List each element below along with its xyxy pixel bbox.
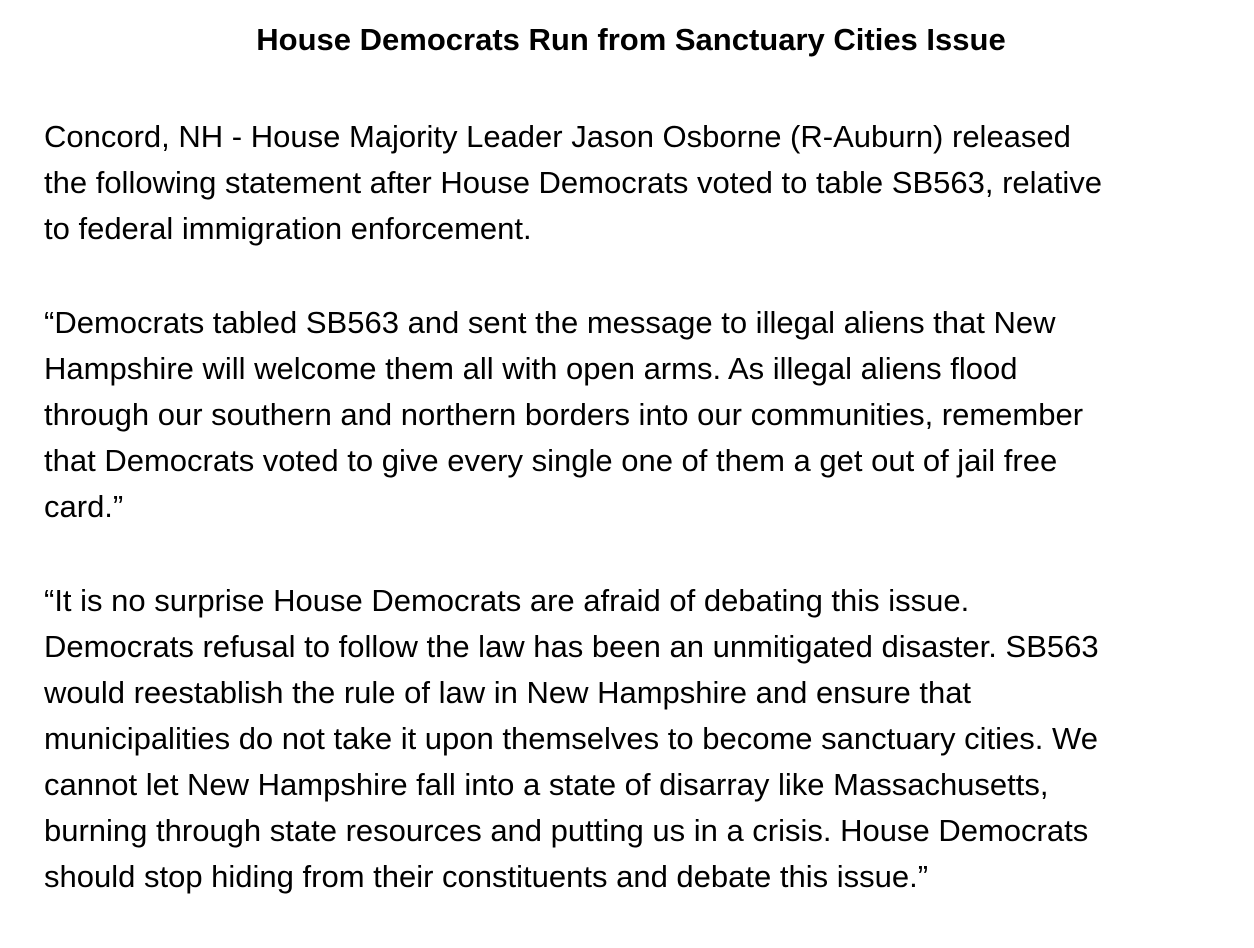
paragraph-quote-1 — [44, 300, 1214, 530]
text-line: Hampshire will welcome them all with open arms. As illegal aliens flood — [44, 351, 1018, 386]
press-release — [44, 18, 1214, 948]
paragraph-intro — [44, 114, 1214, 252]
text-line: “It is no surprise House Democrats are afraid of debating this issue. — [44, 583, 970, 618]
text-line: would reestablish the rule of law in New Hampshire and ensure that — [44, 675, 972, 710]
paragraph-quote-2 — [44, 578, 1214, 900]
text-line: the following statement after House Democrats voted to table SB563, relative — [44, 165, 1103, 200]
text-line: “Democrats tabled SB563 and sent the message to illegal aliens that New — [44, 305, 1056, 340]
text-line: through our southern and northern borders into our communities, remember — [44, 397, 1084, 432]
text-line: card.” — [44, 489, 124, 524]
document-title: House Democrats Run from Sanctuary Cities Issue — [256, 22, 1006, 57]
text-line: should stop hiding from their constituents and debate this issue.” — [44, 859, 929, 894]
text-line: cannot let New Hampshire fall into a state of disarray like Massachusetts, — [44, 767, 1049, 802]
text-line: municipalities do not take it upon themselves to become sanctuary cities. We — [44, 721, 1098, 756]
text-line: to federal immigration enforcement. — [44, 211, 532, 246]
text-line: burning through state resources and putting us in a crisis. House Democrats — [44, 813, 1089, 848]
text-line: Democrats refusal to follow the law has been an unmitigated disaster. SB563 — [44, 629, 1099, 664]
text-line: that Democrats voted to give every single one of them a get out of jail free — [44, 443, 1058, 478]
text-line: Concord, NH - House Majority Leader Jason Osborne (R-Auburn) released — [44, 119, 1071, 154]
